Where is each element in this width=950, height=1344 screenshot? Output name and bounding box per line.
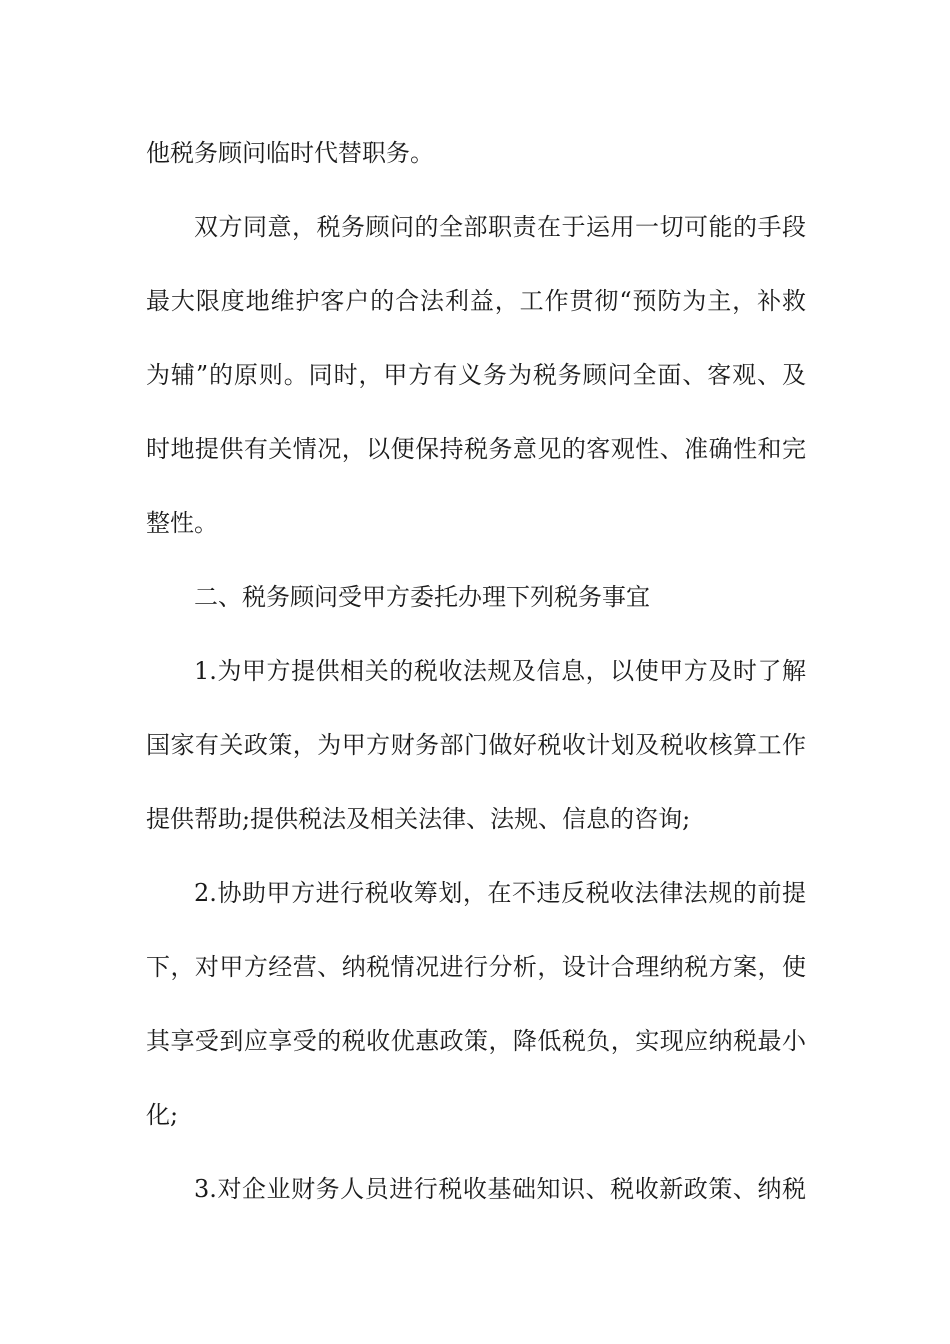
list-item-2-start: 2.协助甲方进行税收筹划，在不违反税收法律法规的前提 (194, 879, 806, 907)
text-line: 他税务顾问临时代替职务。 (146, 139, 434, 167)
text-line: 最大限度地维护客户的合法利益，工作贯彻“预防为主，补救 (146, 287, 806, 315)
list-item-1-start: 1.为甲方提供相关的税收法规及信息，以使甲方及时了解 (194, 657, 806, 685)
text-line: 时地提供有关情况，以便保持税务意见的客观性、准确性和完 (146, 435, 806, 463)
text-line: 为辅”的原则。同时，甲方有义务为税务顾问全面、客观、及 (146, 361, 806, 389)
text-line: 国家有关政策，为甲方财务部门做好税收计划及税收核算工作 (146, 731, 806, 759)
section-heading: 二、税务顾问受甲方委托办理下列税务事宜 (194, 583, 650, 611)
list-item-3-start: 3.对企业财务人员进行税收基础知识、税收新政策、纳税 (194, 1175, 806, 1203)
text-line: 化; (146, 1101, 179, 1129)
text-line: 整性。 (146, 509, 218, 537)
text-line: 其享受到应享受的税收优惠政策，降低税负，实现应纳税最小 (146, 1027, 806, 1055)
text-line: 提供帮助;提供税法及相关法律、法规、信息的咨询; (146, 805, 691, 833)
paragraph-start-line: 双方同意，税务顾问的全部职责在于运用一切可能的手段 (194, 213, 806, 241)
text-line: 下，对甲方经营、纳税情况进行分析，设计合理纳税方案，使 (146, 953, 806, 981)
